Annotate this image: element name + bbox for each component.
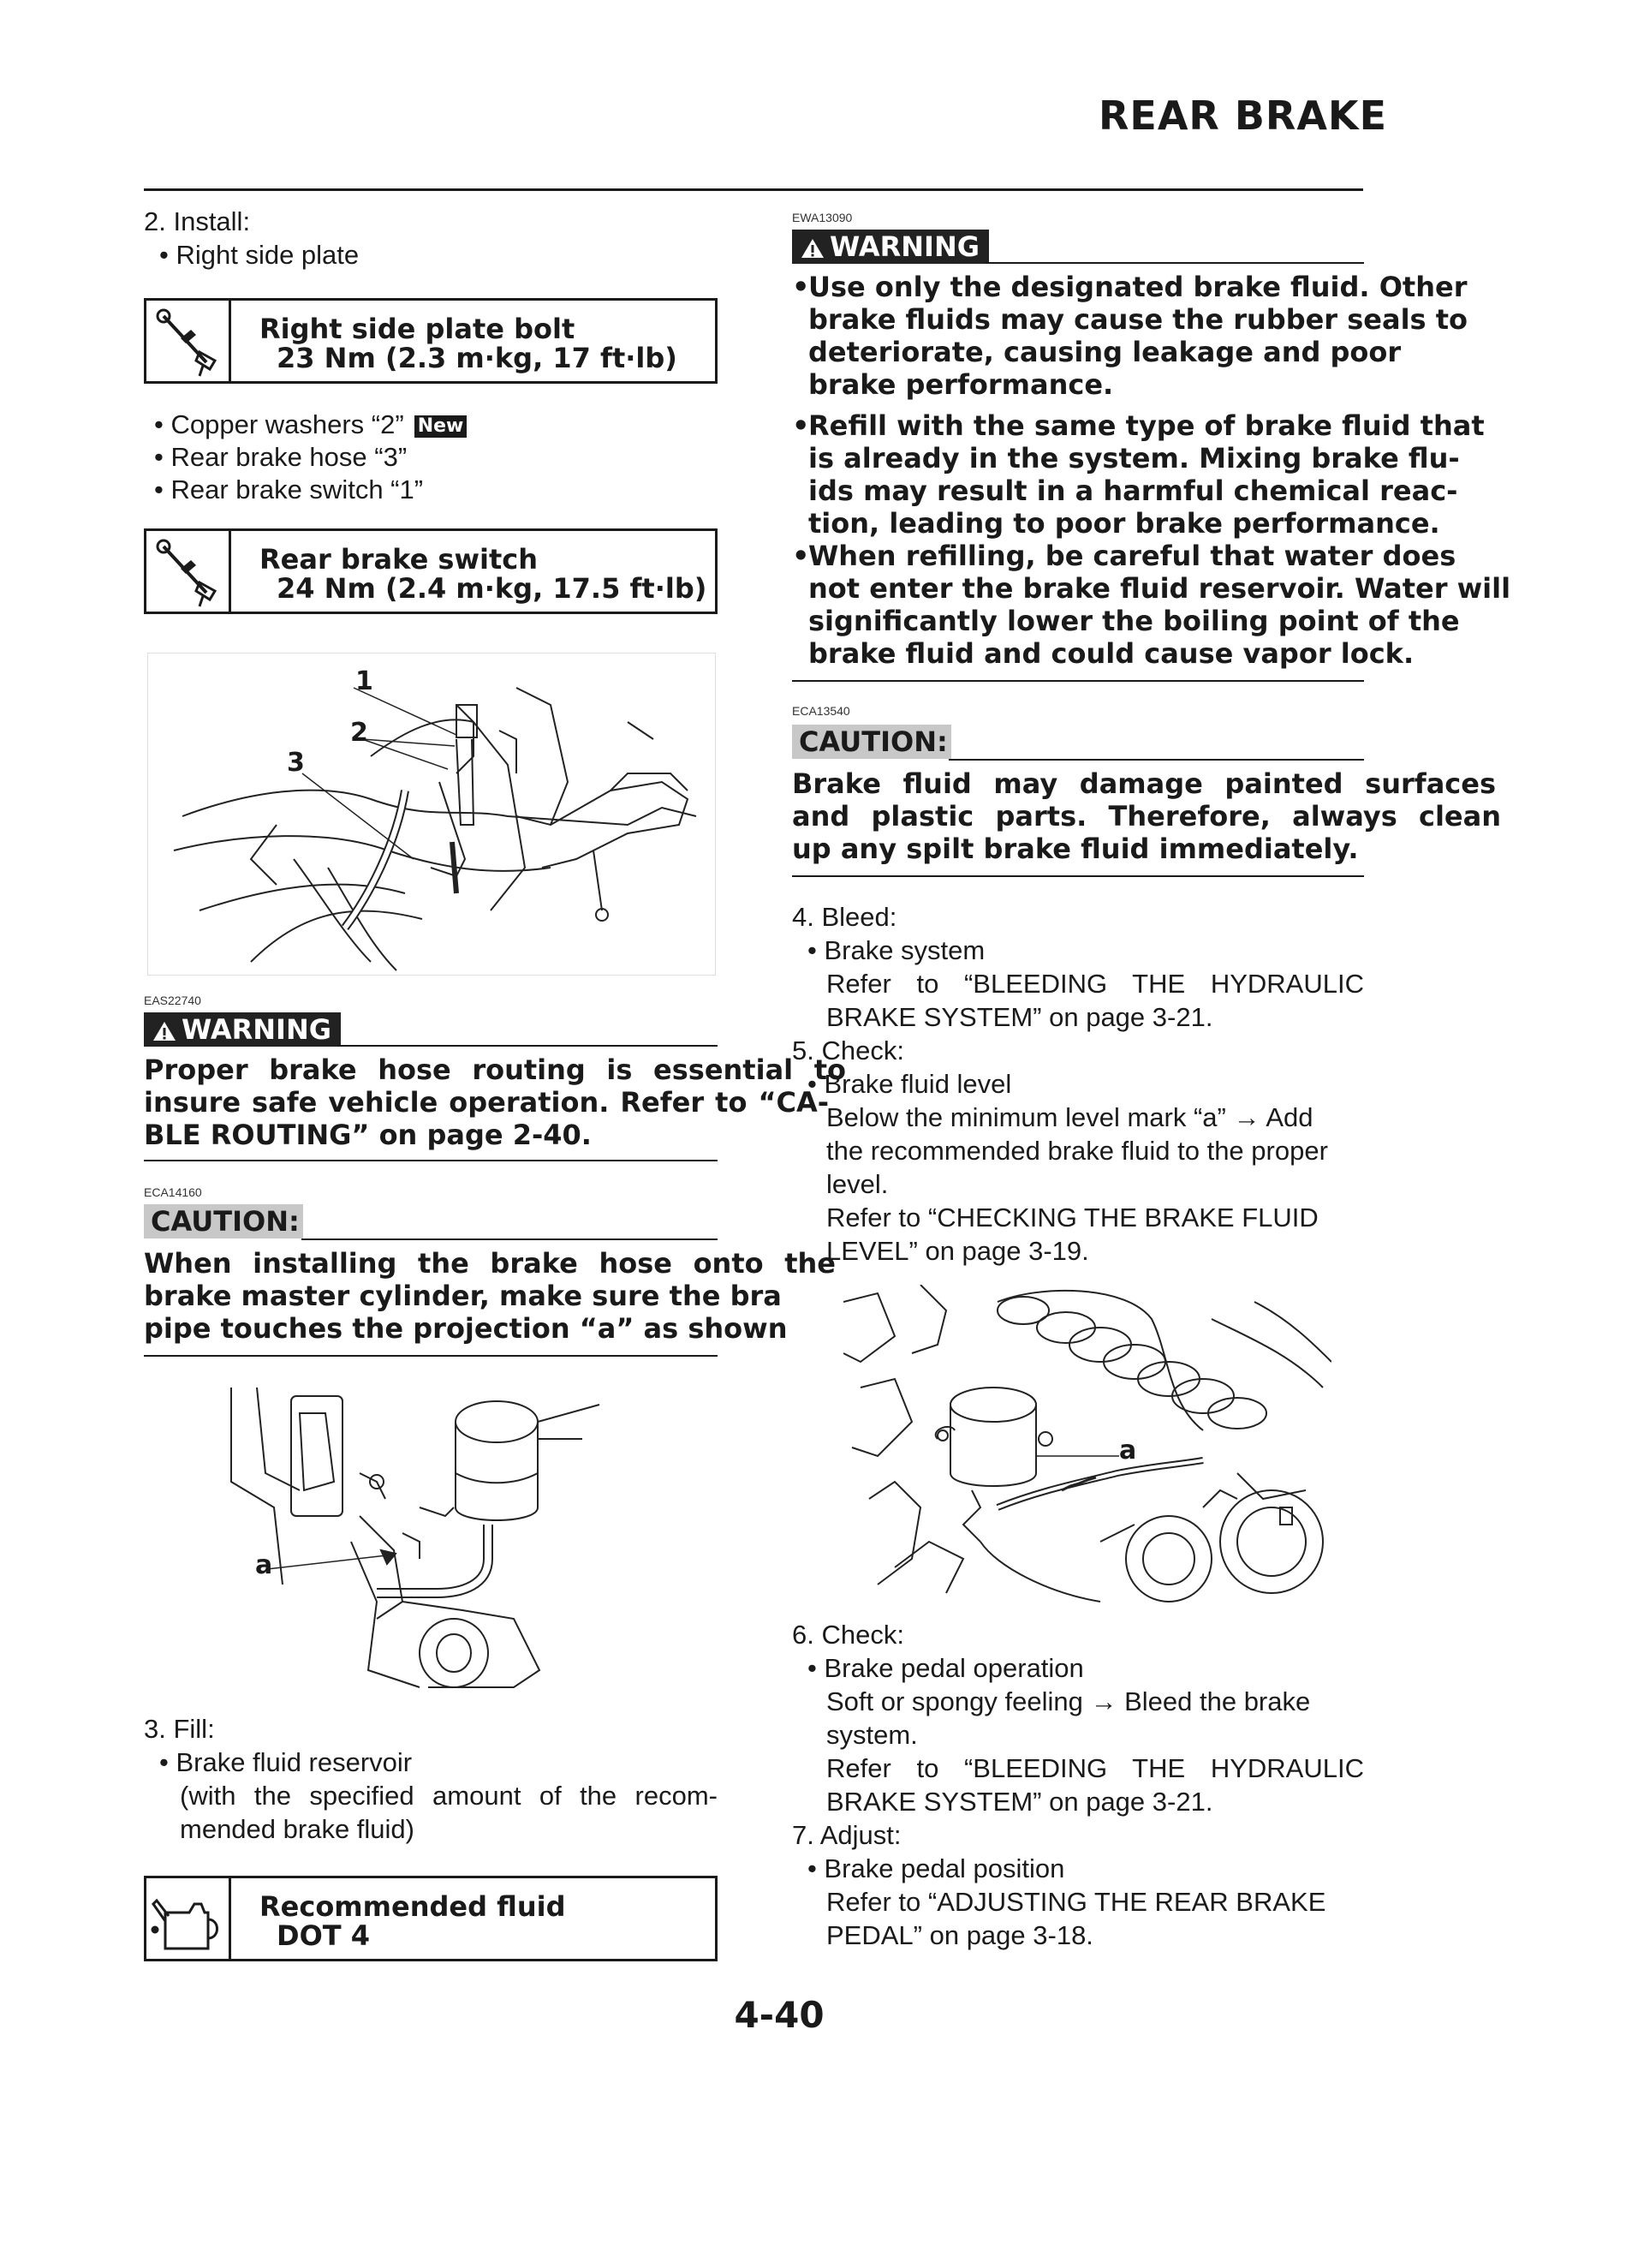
caution-end-rule <box>144 1355 718 1357</box>
warning-line-2: insure safe vehicle operation. Refer to “CA- <box>144 1086 829 1119</box>
oil-can-icon <box>146 1878 231 1959</box>
figure-master-cylinder <box>206 1379 616 1696</box>
warning-bullet-1-line-4: brake performance. <box>808 368 1114 401</box>
spec-3-value: DOT 4 <box>277 1919 370 1952</box>
warning-bullet-2-line-3: ids may result in a harmful chemical reac- <box>808 474 1458 507</box>
step-2-item: • Right side plate <box>159 240 360 270</box>
step-2-title: 2. Install: <box>144 206 251 236</box>
warning-label: WARNING <box>144 1012 341 1047</box>
torque-wrench-icon <box>146 531 231 612</box>
right-warning-rule <box>986 262 1364 264</box>
figure-3-callout-a: a <box>1119 1435 1137 1465</box>
right-caution-label: CAUTION: <box>792 725 951 759</box>
step-5-line-1: • Brake fluid level <box>807 1069 1012 1099</box>
warning-triangle-icon <box>152 1016 176 1047</box>
step-4-line-2: Refer to “BLEEDING THE HYDRAULIC <box>826 969 1364 999</box>
step-5-line-5: Refer to “CHECKING THE BRAKE FLUID <box>826 1203 1319 1232</box>
step-6-title: 6. Check: <box>792 1620 904 1650</box>
bullet-dot: • <box>792 271 810 303</box>
figure-fluid-reservoir <box>843 1285 1331 1606</box>
spec-1-value: 23 Nm (2.3 m·kg, 17 ft·lb) <box>277 342 677 374</box>
right-warning-end-rule <box>792 680 1364 682</box>
step-5-title: 5. Check: <box>792 1036 904 1065</box>
new-badge: New <box>414 415 468 438</box>
page-number: 4-40 <box>734 1994 825 2036</box>
caution-label: CAUTION: <box>144 1204 303 1238</box>
right-caution-rule <box>949 759 1364 761</box>
warning-bullet-3-line-4: brake fluid and could cause vapor lock. <box>808 637 1415 670</box>
right-warning-label: WARNING <box>792 230 989 264</box>
step-6-line-5: BRAKE SYSTEM” on page 3-21. <box>826 1787 1213 1817</box>
spec-3-label: Recommended fluid <box>259 1890 566 1923</box>
warning-rule <box>337 1045 718 1047</box>
warning-bullet-1-line-1: Use only the designated brake fluid. Other <box>808 271 1468 303</box>
step-3-line-1: • Brake fluid reservoir <box>159 1747 413 1777</box>
list-item-brake-hose: • Rear brake hose “3” <box>154 442 408 472</box>
torque-spec-box-2 <box>144 528 718 614</box>
torque-wrench-icon <box>146 301 231 381</box>
step-6-line-2: Soft or spongy feeling → Bleed the brake <box>826 1686 1311 1716</box>
warning-line-3: BLE ROUTING” on page 2-40. <box>144 1119 592 1151</box>
list-item-copper-washers: • Copper washers “2” New <box>154 409 467 441</box>
step-5-line-3: the recommended brake fluid to the proper <box>826 1136 1328 1166</box>
step-5-line-6: LEVEL” on page 3-19. <box>826 1236 1089 1266</box>
fluid-spec-box <box>144 1876 718 1961</box>
caution-line-2: brake master cylinder, make sure the bra <box>144 1280 782 1312</box>
step-3-title: 3. Fill: <box>144 1714 215 1744</box>
step-3-line-2: (with the specified amount of the recom- <box>180 1781 718 1811</box>
right-caution-line-3: up any spilt brake fluid immediately. <box>792 833 1359 865</box>
warning-bullet-1-line-2: brake fluids may cause the rubber seals to <box>808 303 1468 336</box>
warning-bullet-3-line-3: significantly lower the boiling point of the <box>808 605 1460 637</box>
figure-2-callout-a: a <box>255 1550 273 1580</box>
header-rule <box>144 188 1363 191</box>
spec-1-label: Right side plate bolt <box>259 313 575 345</box>
warning-end-rule <box>144 1160 718 1161</box>
page-title: REAR BRAKE <box>1098 93 1387 139</box>
spec-2-value: 24 Nm (2.4 m·kg, 17.5 ft·lb) <box>277 572 707 605</box>
torque-spec-box-1 <box>144 298 718 384</box>
step-4-line-1: • Brake system <box>807 935 986 965</box>
warning-bullet-1-line-3: deteriorate, causing leakage and poor <box>808 336 1402 368</box>
bullet-dot: • <box>792 409 810 442</box>
step-7-line-2: Refer to “ADJUSTING THE REAR BRAKE <box>826 1887 1326 1917</box>
step-6-line-4: Refer to “BLEEDING THE HYDRAULIC <box>826 1753 1364 1783</box>
step-7-line-3: PEDAL” on page 3-18. <box>826 1920 1093 1950</box>
figure-1-callout-3: 3 <box>287 748 305 778</box>
warning-code: EAS22740 <box>144 994 201 1007</box>
figure-1-callout-1: 1 <box>355 666 373 696</box>
caution-line-1: When installing the brake hose onto the <box>144 1247 836 1280</box>
step-6-line-3: system. <box>826 1720 918 1750</box>
spec-2-label: Rear brake switch <box>259 543 539 576</box>
caution-line-3: pipe touches the projection “a” as shown <box>144 1312 788 1345</box>
step-5-line-2: Below the minimum level mark “a” → Add <box>826 1102 1313 1132</box>
step-7-line-1: • Brake pedal position <box>807 1853 1065 1883</box>
bullet-dot: • <box>792 540 810 572</box>
step-4-title: 4. Bleed: <box>792 902 897 932</box>
caution-code: ECA14160 <box>144 1185 202 1199</box>
step-4-line-3: BRAKE SYSTEM” on page 3-21. <box>826 1002 1213 1032</box>
right-caution-code: ECA13540 <box>792 704 850 718</box>
warning-bullet-3-line-2: not enter the brake fluid reservoir. Water will <box>808 572 1511 605</box>
warning-bullet-2-line-1: Refill with the same type of brake fluid that <box>808 409 1485 442</box>
warning-triangle-icon <box>801 233 825 264</box>
step-6-line-1: • Brake pedal operation <box>807 1653 1084 1683</box>
figure-1-callout-2: 2 <box>350 718 368 748</box>
right-caution-line-1: Brake fluid may damage painted surfaces <box>792 767 1496 800</box>
warning-bullet-2-line-4: tion, leading to poor brake performance. <box>808 507 1440 540</box>
warning-line-1: Proper brake hose routing is essential to <box>144 1053 846 1086</box>
list-item-brake-switch: • Rear brake switch “1” <box>154 474 424 504</box>
warning-bullet-2-line-2: is already in the system. Mixing brake flu- <box>808 442 1460 474</box>
caution-rule <box>301 1238 718 1240</box>
figure-brake-switch-hose <box>147 653 716 976</box>
warning-bullet-3-line-1: When refilling, be careful that water does <box>808 540 1456 572</box>
right-caution-line-2: and plastic parts. Therefore, always clean <box>792 800 1501 833</box>
step-5-line-4: level. <box>826 1169 889 1199</box>
step-3-line-3: mended brake fluid) <box>180 1814 414 1844</box>
step-7-title: 7. Adjust: <box>792 1820 902 1850</box>
right-caution-end-rule <box>792 875 1364 877</box>
right-warning-code: EWA13090 <box>792 211 853 224</box>
